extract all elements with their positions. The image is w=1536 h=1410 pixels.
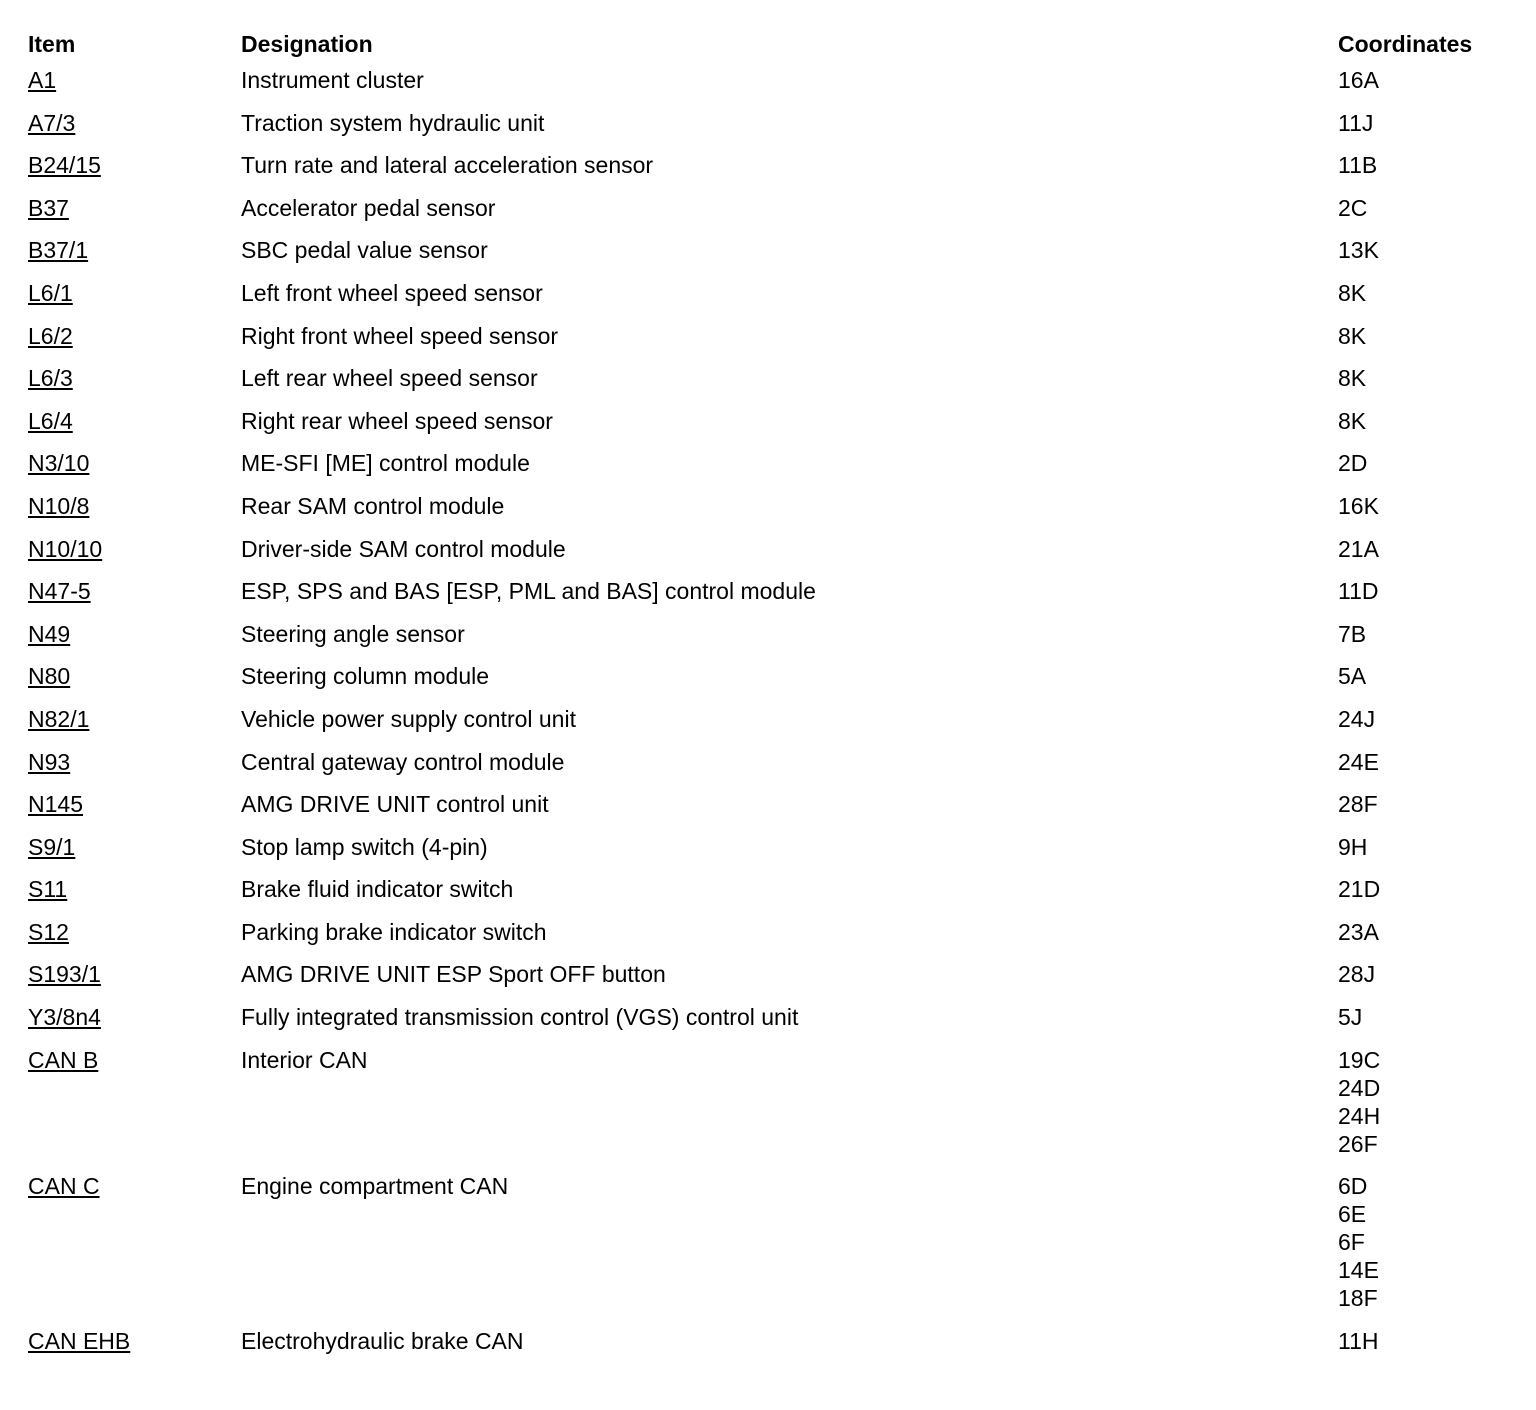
column-header-designation: Designation <box>241 31 373 57</box>
item-link[interactable]: S12 <box>28 918 69 945</box>
item-link[interactable]: S9/1 <box>28 833 76 860</box>
item-cell <box>28 109 241 152</box>
coordinates-cell <box>1338 322 1518 365</box>
designation-cell: Engine compartment CAN <box>241 1173 509 1200</box>
coordinate-value: 6D <box>1338 1173 1368 1200</box>
table-row <box>28 748 1518 791</box>
table-row <box>28 577 1518 620</box>
coordinate-value: 11H <box>1338 1327 1379 1354</box>
coordinate-value: 24E <box>1338 748 1379 775</box>
item-cell <box>28 748 241 791</box>
designation-cell: Parking brake indicator switch <box>241 918 547 945</box>
coordinates-cell <box>1338 236 1518 279</box>
designation-cell: Interior CAN <box>241 1046 368 1073</box>
coordinate-value: 8K <box>1338 365 1367 392</box>
table-row <box>28 1046 1518 1173</box>
item-cell <box>28 875 241 918</box>
table-row <box>28 875 1518 918</box>
table-row <box>28 236 1518 279</box>
designation-cell: Driver-side SAM control module <box>241 535 566 562</box>
coordinate-value: 19C <box>1338 1046 1381 1073</box>
table-row <box>28 151 1518 194</box>
item-link[interactable]: N82/1 <box>28 705 90 732</box>
coordinate-value: 11B <box>1338 152 1378 179</box>
coordinates-cell <box>1338 1003 1518 1046</box>
table-row <box>28 109 1518 152</box>
table-row <box>28 833 1518 876</box>
designation-cell: Brake fluid indicator switch <box>241 876 514 903</box>
table-row <box>28 407 1518 450</box>
coordinate-value: 9H <box>1338 833 1368 860</box>
item-cell <box>28 194 241 237</box>
item-link[interactable]: N47-5 <box>28 578 91 605</box>
item-cell <box>28 1172 241 1327</box>
item-link[interactable]: CAN B <box>28 1046 99 1073</box>
coordinate-value: 18F <box>1338 1285 1378 1312</box>
coordinate-value: 7B <box>1338 620 1367 647</box>
coordinates-cell <box>1338 833 1518 876</box>
coordinate-value: 28F <box>1338 791 1378 818</box>
coordinates-cell <box>1338 1172 1518 1327</box>
item-cell <box>28 960 241 1003</box>
item-link[interactable]: L6/2 <box>28 322 73 349</box>
item-cell <box>28 449 241 492</box>
coordinates-cell <box>1338 364 1518 407</box>
table-body <box>28 66 1518 1369</box>
coordinates-cell <box>1338 620 1518 663</box>
table-row <box>28 66 1518 109</box>
coordinates-cell <box>1338 449 1518 492</box>
designation-cell: SBC pedal value sensor <box>241 237 488 264</box>
item-link[interactable]: S11 <box>28 876 68 903</box>
coordinates-cell <box>1338 109 1518 152</box>
item-link[interactable]: N145 <box>28 791 83 818</box>
coordinate-value: 8K <box>1338 407 1367 434</box>
coordinate-value: 24J <box>1338 705 1376 732</box>
coordinates-cell <box>1338 407 1518 450</box>
item-link[interactable]: CAN C <box>28 1173 100 1200</box>
coordinates-cell <box>1338 535 1518 578</box>
table-row <box>28 1327 1518 1370</box>
coordinate-value: 24H <box>1338 1102 1381 1129</box>
item-cell <box>28 66 241 109</box>
coordinates-cell <box>1338 194 1518 237</box>
item-link[interactable]: S193/1 <box>28 961 101 988</box>
table-row <box>28 492 1518 535</box>
designation-cell: ME-SFI [ME] control module <box>241 450 530 477</box>
item-link[interactable]: N3/10 <box>28 450 90 477</box>
coordinates-cell <box>1338 662 1518 705</box>
table-row <box>28 705 1518 748</box>
item-cell <box>28 364 241 407</box>
coordinates-cell <box>1338 960 1518 1003</box>
coordinate-value: 16A <box>1338 67 1379 93</box>
table-row <box>28 790 1518 833</box>
coordinates-cell <box>1338 279 1518 322</box>
coordinate-value: 24D <box>1338 1074 1381 1101</box>
table-row <box>28 279 1518 322</box>
coordinate-value: 11D <box>1338 578 1379 605</box>
table-row <box>28 364 1518 407</box>
coordinates-cell <box>1338 1046 1518 1173</box>
coordinate-value: 8K <box>1338 279 1367 306</box>
table-row <box>28 449 1518 492</box>
item-cell <box>28 662 241 705</box>
item-link[interactable]: Y3/8n4 <box>28 1004 101 1031</box>
coordinates-cell <box>1338 790 1518 833</box>
item-cell <box>28 151 241 194</box>
designation-cell: Accelerator pedal sensor <box>241 194 496 221</box>
item-link[interactable]: B24/15 <box>28 152 101 179</box>
item-cell <box>28 833 241 876</box>
item-link[interactable]: N93 <box>28 748 71 775</box>
coordinate-value: 13K <box>1338 237 1379 264</box>
item-cell <box>28 577 241 620</box>
item-link[interactable]: B37 <box>28 194 69 221</box>
coordinate-value: 23A <box>1338 918 1379 945</box>
designation-cell: Right rear wheel speed sensor <box>241 407 553 434</box>
table-row <box>28 960 1518 1003</box>
item-link[interactable]: A7/3 <box>28 109 76 136</box>
coordinate-value: 28J <box>1338 961 1376 988</box>
designation-cell: AMG DRIVE UNIT control unit <box>241 791 549 818</box>
designation-cell: Instrument cluster <box>241 67 424 93</box>
table-row <box>28 535 1518 578</box>
designation-cell: Electrohydraulic brake CAN <box>241 1327 524 1354</box>
coordinate-value: 16K <box>1338 492 1379 519</box>
item-link[interactable]: N10/8 <box>28 492 90 519</box>
coordinate-value: 21D <box>1338 876 1381 903</box>
item-cell <box>28 705 241 748</box>
item-cell <box>28 322 241 365</box>
coordinates-cell <box>1338 1327 1518 1370</box>
table-row <box>28 1003 1518 1046</box>
designation-cell: Left rear wheel speed sensor <box>241 365 538 392</box>
table-row <box>28 662 1518 705</box>
coordinate-value: 21A <box>1338 535 1379 562</box>
designation-cell: Steering column module <box>241 663 490 690</box>
column-header-coordinates: Coordinates <box>1338 31 1473 57</box>
designation-cell: ESP, SPS and BAS [ESP, PML and BAS] control module <box>241 578 816 605</box>
table-row <box>28 322 1518 365</box>
coordinate-value: 5J <box>1338 1004 1363 1031</box>
designation-cell: Turn rate and lateral acceleration sensor <box>241 152 654 179</box>
coordinate-value: 6E <box>1338 1201 1367 1228</box>
item-cell <box>28 535 241 578</box>
item-cell <box>28 1003 241 1046</box>
coordinate-value: 8K <box>1338 322 1367 349</box>
coordinates-cell <box>1338 151 1518 194</box>
item-cell <box>28 236 241 279</box>
designation-cell: AMG DRIVE UNIT ESP Sport OFF button <box>241 961 666 988</box>
designation-cell: Left front wheel speed sensor <box>241 279 543 306</box>
coordinate-value: 5A <box>1338 663 1367 690</box>
coordinate-value: 6F <box>1338 1229 1365 1256</box>
item-link[interactable]: CAN EHB <box>28 1327 131 1354</box>
coordinate-value: 2D <box>1338 450 1368 477</box>
item-link[interactable]: N49 <box>28 620 71 647</box>
item-cell <box>28 492 241 535</box>
item-link[interactable]: L6/1 <box>28 279 73 306</box>
table-row <box>28 1172 1518 1327</box>
coordinate-value: 2C <box>1338 194 1368 221</box>
item-link[interactable]: N10/10 <box>28 535 103 562</box>
item-link[interactable]: N80 <box>28 663 71 690</box>
coordinate-value: 11J <box>1338 109 1374 136</box>
item-cell <box>28 407 241 450</box>
designation-cell: Traction system hydraulic unit <box>241 109 545 136</box>
item-cell <box>28 1327 241 1370</box>
item-link[interactable]: B37/1 <box>28 237 89 264</box>
component-legend-table <box>28 30 1518 1369</box>
item-cell <box>28 279 241 322</box>
designation-cell: Rear SAM control module <box>241 492 505 519</box>
coordinates-cell <box>1338 66 1518 109</box>
item-cell <box>28 620 241 663</box>
designation-cell: Stop lamp switch (4-pin) <box>241 833 488 860</box>
item-cell <box>28 1046 241 1173</box>
item-link[interactable]: L6/3 <box>28 365 73 392</box>
coordinates-cell <box>1338 875 1518 918</box>
item-link[interactable]: A1 <box>28 67 57 93</box>
table-row <box>28 194 1518 237</box>
designation-cell: Right front wheel speed sensor <box>241 322 559 349</box>
item-cell <box>28 790 241 833</box>
coordinates-cell <box>1338 748 1518 791</box>
table-row <box>28 620 1518 663</box>
designation-cell: Steering angle sensor <box>241 620 465 647</box>
coordinate-value: 14E <box>1338 1257 1379 1284</box>
coordinates-cell <box>1338 577 1518 620</box>
designation-cell: Central gateway control module <box>241 748 565 775</box>
designation-cell: Vehicle power supply control unit <box>241 705 576 732</box>
table-header-row <box>28 30 1518 66</box>
item-link[interactable]: L6/4 <box>28 407 73 434</box>
coordinates-cell <box>1338 705 1518 748</box>
column-header-item: Item <box>28 31 76 57</box>
coordinates-cell <box>1338 492 1518 535</box>
coordinates-cell <box>1338 918 1518 961</box>
item-cell <box>28 918 241 961</box>
designation-cell: Fully integrated transmission control (VGS) control unit <box>241 1004 799 1031</box>
coordinate-value: 26F <box>1338 1130 1378 1157</box>
table-row <box>28 918 1518 961</box>
